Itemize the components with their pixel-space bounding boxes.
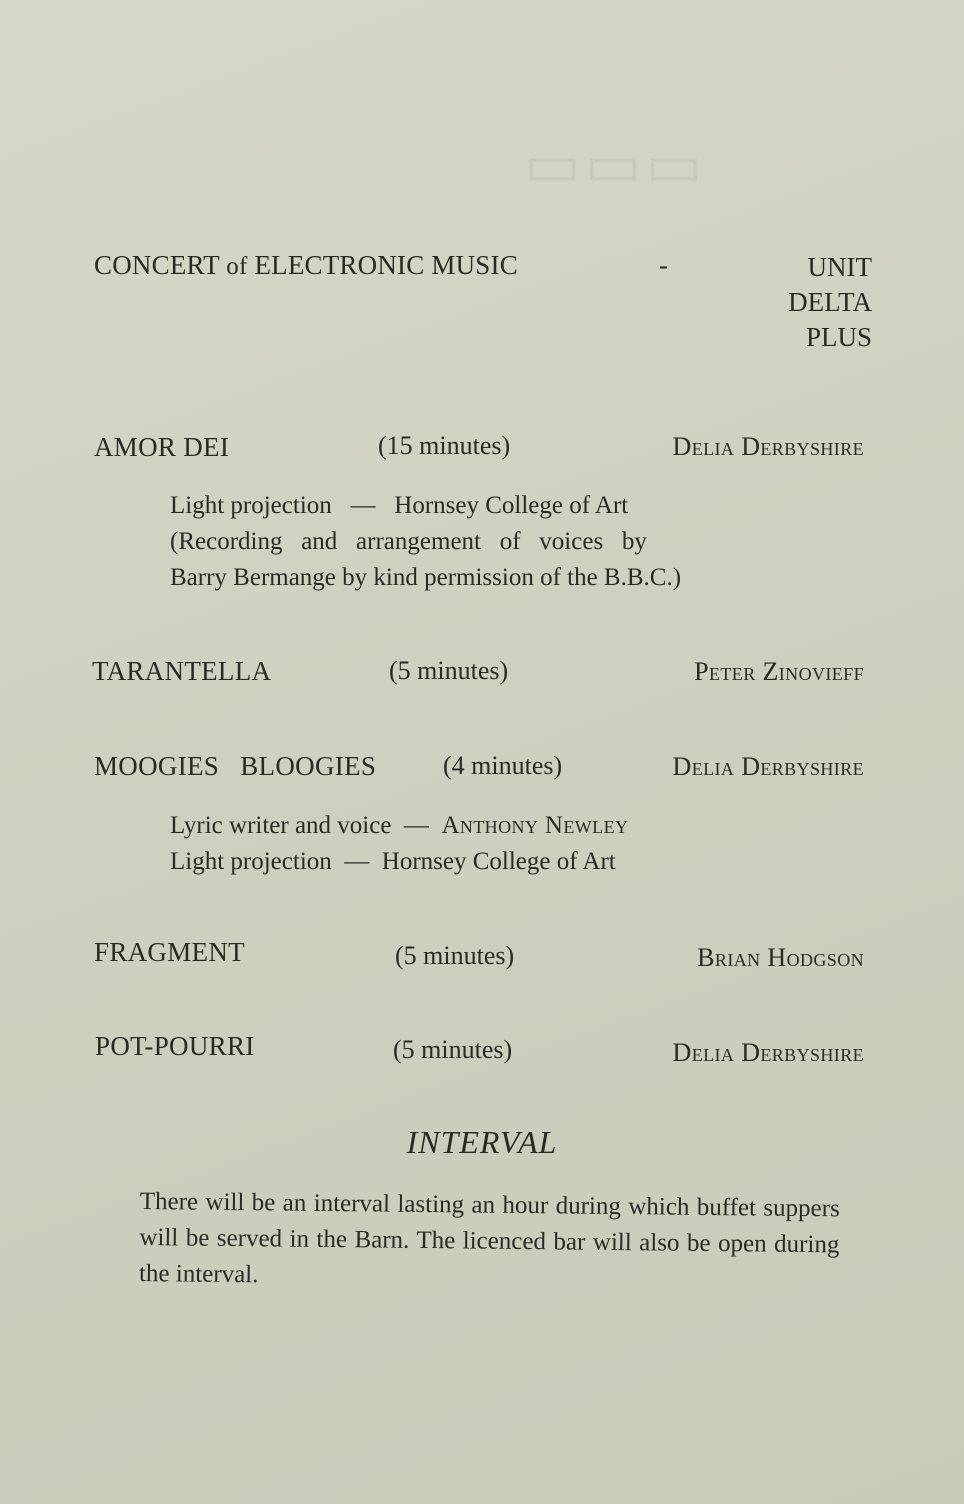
item-duration: (5 minutes) (395, 941, 515, 970)
item-composer: Delia Derbyshire (672, 432, 864, 461)
title-part1: CONCERT (94, 250, 220, 280)
item-duration: (4 minutes) (443, 751, 563, 780)
item-composer: Peter Zinovieff (694, 657, 864, 686)
item-title: TARANTELLA (92, 656, 272, 686)
ensemble-line: DELTA (788, 287, 872, 317)
ensemble-line: UNIT (807, 252, 872, 282)
concert-title (94, 250, 518, 281)
item-duration: (5 minutes) (393, 1035, 513, 1064)
show-through-mark: ▭▭▭ (520, 132, 703, 198)
performer-name: Anthony Newley (441, 812, 629, 839)
note-line: Light projection — Hornsey College of Art (170, 848, 616, 875)
title-of: of (226, 253, 248, 280)
item-title: AMOR DEI (94, 432, 230, 462)
title-part2: ELECTRONIC MUSIC (254, 250, 518, 280)
item-note (170, 488, 681, 596)
item-title: POT-POURRI (95, 1031, 255, 1061)
note-line: Light projection — Hornsey College of Art (170, 492, 629, 519)
item-title: MOOGIES BLOOGIES (94, 751, 377, 781)
item-composer: Brian Hodgson (697, 943, 864, 972)
item-note (170, 808, 628, 880)
interval-notice: There will be an interval lasting an hour during which buffet suppers will be served in the Barn. The licenced bar will also be open during the interval. (138, 1187, 840, 1289)
item-duration: (15 minutes) (378, 431, 511, 460)
note-line (170, 808, 628, 844)
header-dash: - (659, 250, 668, 280)
note-prefix: Lyric writer and voice — (170, 812, 442, 839)
note-line: (Recording and arrangement of voices by (170, 528, 647, 555)
note-line: Barry Bermange by kind permission of the B.B.C.) (170, 564, 682, 591)
item-composer: Delia Derbyshire (672, 1038, 864, 1067)
item-title: FRAGMENT (94, 937, 245, 967)
ensemble-name (788, 250, 872, 355)
ensemble-line: PLUS (805, 322, 872, 352)
interval-heading: INTERVAL (406, 1124, 558, 1160)
item-duration: (5 minutes) (389, 656, 509, 685)
item-composer: Delia Derbyshire (672, 752, 864, 781)
